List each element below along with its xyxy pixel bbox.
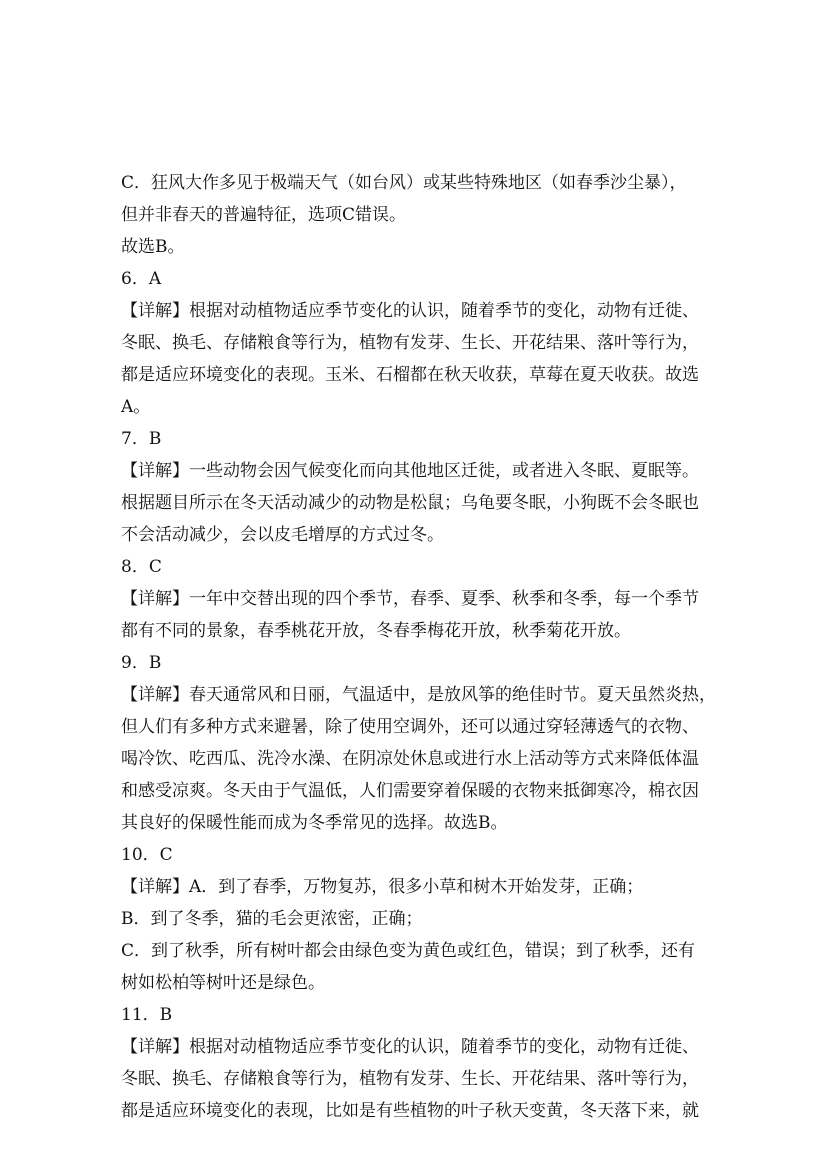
text-line: 不会活动减少，会以皮毛增厚的方式过冬。 (121, 525, 444, 545)
text-line: 都有不同的景象，春季桃花开放，冬春季梅花开放，秋季菊花开放。 (121, 621, 631, 641)
text-line: 但并非春天的普遍特征，选项C错误。 (121, 205, 407, 225)
answer-heading: 7．B (121, 429, 162, 449)
text-line: B．到了冬季，猫的毛会更浓密，正确； (121, 909, 423, 929)
text-line: 【详解】根据对动植物适应季节变化的认识，随着季节的变化，动物有迁徙、 (121, 301, 699, 321)
text-line: 树如松柏等树叶还是绿色。 (121, 973, 325, 993)
text-line: 冬眠、换毛、存储粮食等行为，植物有发芽、生长、开花结果、落叶等行为， (121, 333, 699, 353)
text-line: 喝冷饮、吃西瓜、洗冷水澡、在阴凉处休息或进行水上活动等方式来降低体温 (121, 749, 699, 769)
text-line: C．到了秋季，所有树叶都会由绿色变为黄色或红色，错误；到了秋季，还有 (121, 941, 696, 961)
text-line: 根据题目所示在冬天活动减少的动物是松鼠；乌龟要冬眠，小狗既不会冬眠也 (121, 493, 699, 513)
text-line: 和感受凉爽。冬天由于气温低，人们需要穿着保暖的衣物来抵御寒冷，棉衣因 (121, 781, 699, 801)
text-line: 【详解】一年中交替出现的四个季节，春季、夏季、秋季和冬季，每一个季节 (121, 589, 699, 609)
answer-heading: 9．B (121, 653, 162, 673)
text-line: 其良好的保暖性能而成为冬季常见的选择。故选B。 (121, 813, 508, 833)
answer-heading: 10．C (121, 845, 173, 865)
text-line: 都是适应环境变化的表现。玉米、石榴都在秋天收获，草莓在夏天收获。故选 (121, 365, 699, 385)
text-line: 但人们有多种方式来避暑，除了使用空调外，还可以通过穿轻薄透气的衣物、 (121, 717, 699, 737)
text-line: 【详解】春天通常风和日丽，气温适中，是放风筝的绝佳时节。夏天虽然炎热， (121, 685, 716, 705)
text-line: C．狂风大作多见于极端天气（如台风）或某些特殊地区（如春季沙尘暴）， (121, 173, 687, 193)
text-line: 故选B。 (121, 237, 185, 257)
text-line: 【详解】A．到了春季，万物复苏，很多小草和树木开始发芽，正确； (121, 877, 644, 897)
answer-heading: 6．A (121, 269, 162, 289)
text-line: 都是适应环境变化的表现，比如是有些植物的叶子秋天变黄，冬天落下来，就 (121, 1101, 699, 1121)
answer-heading: 8．C (121, 557, 162, 577)
answer-heading: 11．B (121, 1005, 173, 1025)
text-line: 【详解】根据对动植物适应季节变化的认识，随着季节的变化，动物有迁徙、 (121, 1037, 699, 1057)
text-line: 【详解】一些动物会因气候变化而向其他地区迁徙，或者进入冬眠、夏眠等。 (121, 461, 699, 481)
text-line: A。 (121, 397, 151, 417)
text-line: 冬眠、换毛、存储粮食等行为，植物有发芽、生长、开花结果、落叶等行为， (121, 1069, 699, 1089)
